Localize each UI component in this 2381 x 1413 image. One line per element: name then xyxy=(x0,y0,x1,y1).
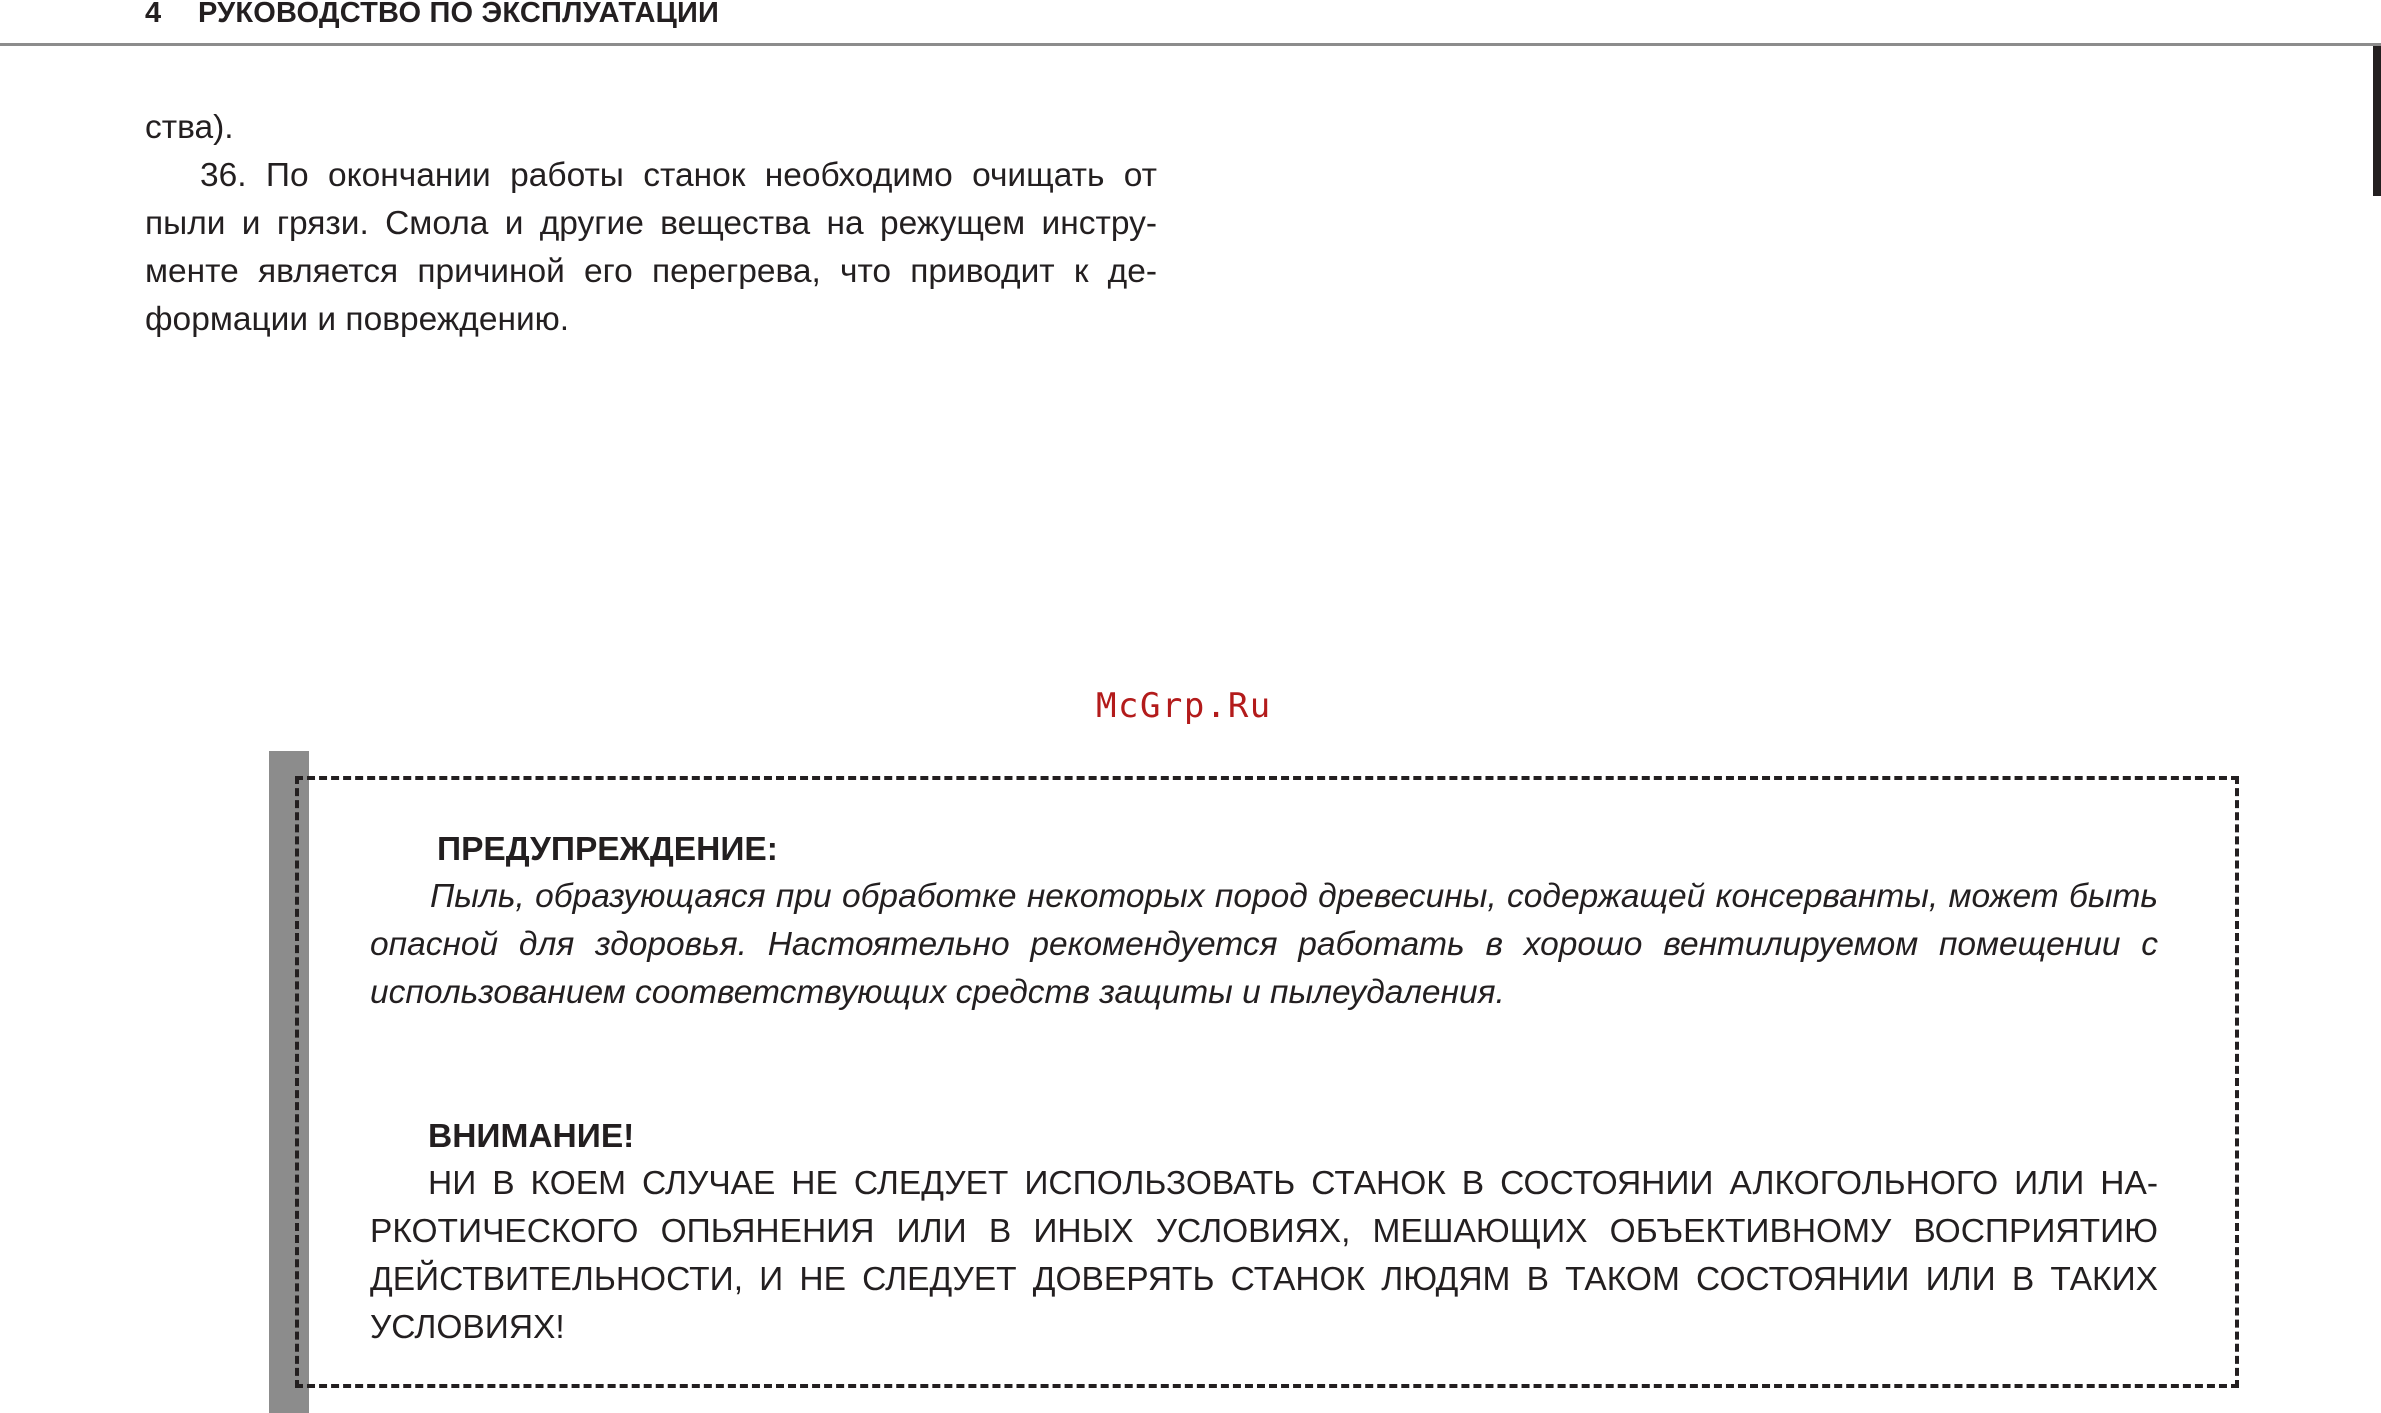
page-header-title: РУКОВОДСТВО ПО ЭКСПЛУАТАЦИИ xyxy=(198,0,720,29)
warning-heading: ПРЕДУПРЕЖДЕНИЕ: xyxy=(437,831,778,868)
attention-text: НИ В КОЕМ СЛУЧАЕ НЕ СЛЕДУЕТ ИСПОЛЬЗОВАТЬ СТАНОК В СОСТОЯНИИ АЛКОГОЛЬНОГО ИЛИ НАРКОТИЧЕСКОГО ОПЬЯНЕНИЯ ИЛИ В ИНЫХ УСЛОВИЯХ, МЕШАЮЩИХ ОБЪЕКТИВНОМУ ВОСПРИЯТИЮ ДЕЙСТВИТЕЛЬНОСТИ, И НЕ СЛЕДУЕТ ДОВЕРЯТЬ СТАНОК ЛЮДЯМ В ТАКОМ СОСТОЯНИИ ИЛИ В ТАКИХ УСЛОВИЯХ! xyxy=(370,1165,2158,1346)
page-header xyxy=(0,0,2381,46)
attention-heading: ВНИМАНИЕ! xyxy=(428,1118,635,1155)
warning-text: Пыль, образующаяся при обработке некоторых пород древесины, содержащей консерванты, может быть опасной для здоровья. Настоятельно рекомендуется работать в хорошо вентилируемом помещении с использованием соответствующих средств защиты и пылеудаления. xyxy=(370,878,2158,1011)
continuation-text: ства). xyxy=(145,109,234,146)
watermark: McGrp.Ru xyxy=(1096,686,1272,726)
page-number: 4 xyxy=(145,0,162,29)
body-text xyxy=(145,104,1157,344)
paragraph-36: 36. По окончании работы станок необходимо очищать от пыли и грязи. Смола и другие вещества на режущем инструменте является причиной его перегрева, что приводит к деформации и повреждению. xyxy=(145,157,1157,338)
side-thumb-tab xyxy=(2373,46,2381,196)
